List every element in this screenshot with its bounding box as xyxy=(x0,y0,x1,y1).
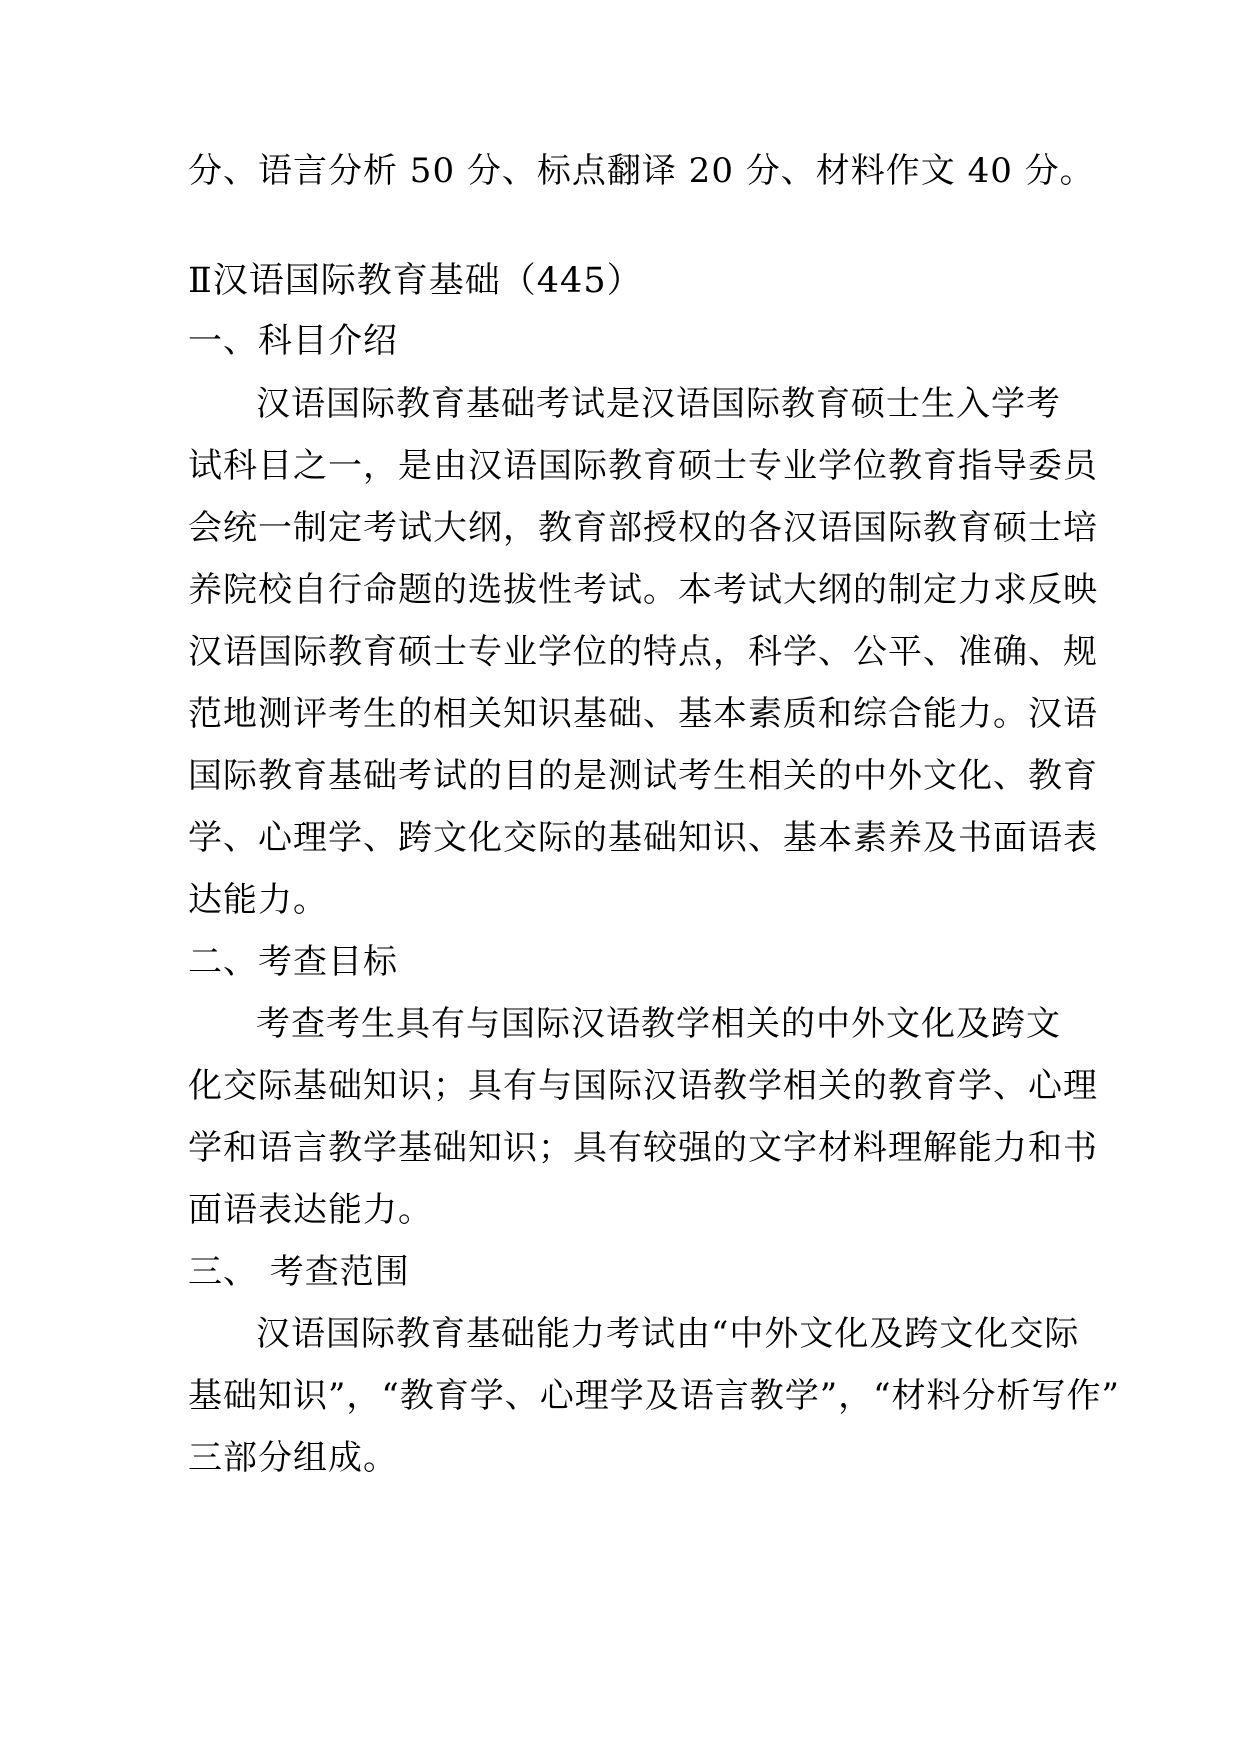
paragraph-intro-line-6: 范地测评考生的相关知识基础、基本素质和综合能力。汉语 xyxy=(188,694,1098,734)
paragraph-scope-line-3: 三部分组成。 xyxy=(188,1438,398,1478)
text-line-score-breakdown: 分、语言分析 50 分、标点翻译 20 分、材料作文 40 分。 xyxy=(188,151,1095,191)
paragraph-intro-line-5: 汉语国际教育硕士专业学位的特点，科学、公平、准确、规 xyxy=(188,632,1098,672)
paragraph-scope-line-2: 基础知识”，“教育学、心理学及语言教学”，“材料分析写作” xyxy=(188,1376,1120,1416)
paragraph-objectives-line-4: 面语表达能力。 xyxy=(188,1190,433,1230)
paragraph-intro-line-4: 养院校自行命题的选拔性考试。本考试大纲的制定力求反映 xyxy=(188,570,1098,610)
paragraph-intro-line-7: 国际教育基础考试的目的是测试考生相关的中外文化、教育 xyxy=(188,756,1098,796)
paragraph-intro-line-8: 学、心理学、跨文化交际的基础知识、基本素养及书面语表 xyxy=(188,818,1098,858)
paragraph-intro-line-9: 达能力。 xyxy=(188,880,328,920)
paragraph-scope-line-1: 汉语国际教育基础能力考试由“中外文化及跨文化交际 xyxy=(256,1314,1080,1354)
subheading-subject-intro: 一、科目介绍 xyxy=(188,321,398,361)
paragraph-objectives-line-3: 学和语言教学基础知识；具有较强的文字材料理解能力和书 xyxy=(188,1128,1098,1168)
paragraph-intro-line-2: 试科目之一，是由汉语国际教育硕士专业学位教育指导委员 xyxy=(188,446,1098,486)
paragraph-intro-line-1: 汉语国际教育基础考试是汉语国际教育硕士生入学考 xyxy=(256,384,1061,424)
subheading-exam-scope: 三、 考查范围 xyxy=(188,1252,410,1292)
paragraph-objectives-line-1: 考查考生具有与国际汉语教学相关的中外文化及跨文 xyxy=(256,1004,1061,1044)
paragraph-intro-line-3: 会统一制定考试大纲，教育部授权的各汉语国际教育硕士培 xyxy=(188,508,1098,548)
subheading-exam-objectives: 二、考查目标 xyxy=(188,942,398,982)
section-heading-445: Ⅱ汉语国际教育基础（445） xyxy=(188,261,643,301)
paragraph-objectives-line-2: 化交际基础知识；具有与国际汉语教学相关的教育学、心理 xyxy=(188,1066,1098,1106)
